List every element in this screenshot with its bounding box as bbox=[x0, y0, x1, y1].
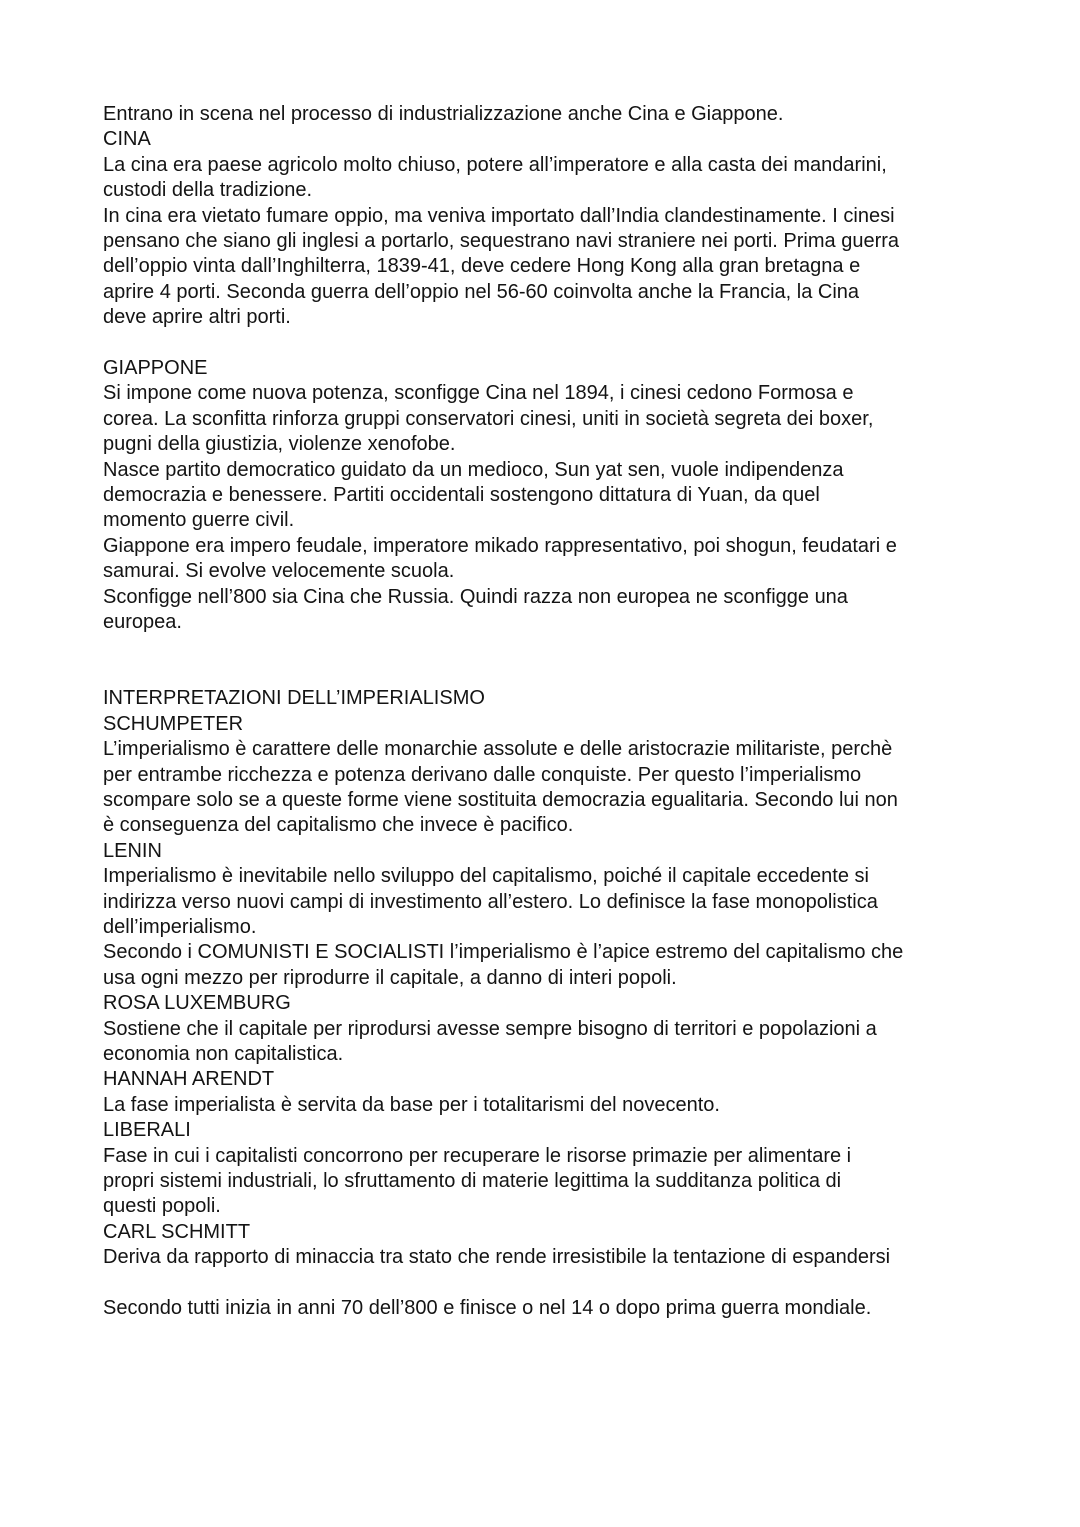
text-line: Giappone era impero feudale, imperatore mikado rappresentativo, poi shogun, feudatari e bbox=[103, 534, 897, 557]
blank-line bbox=[103, 636, 1003, 661]
text-line: è conseguenza del capitalismo che invece è pacifico. bbox=[103, 814, 574, 837]
text-line: ROSA LUXEMBURG bbox=[103, 992, 291, 1015]
text-line: HANNAH ARENDT bbox=[103, 1068, 275, 1091]
text-line: Sostiene che il capitale per riprodursi avesse sempre bisogno di territori e popolazioni a bbox=[103, 1017, 877, 1040]
blank-line bbox=[103, 661, 1003, 686]
text-line: SCHUMPETER bbox=[103, 712, 244, 735]
text-line: La fase imperialista è servita da base per i totalitarismi del novecento. bbox=[103, 1093, 720, 1116]
text-line: Nasce partito democratico guidato da un medioco, Sun yat sen, vuole indipendenza bbox=[103, 458, 844, 481]
text-line: Imperialismo è inevitabile nello sviluppo del capitalismo, poiché il capitale eccedente si bbox=[103, 865, 869, 888]
text-line: momento guerre civil. bbox=[103, 509, 295, 532]
text-line: deve aprire altri porti. bbox=[103, 306, 291, 329]
text-line: propri sistemi industriali, lo sfruttamento di materie legittima la sudditanza politica di bbox=[103, 1170, 842, 1193]
text-line: usa ogni mezzo per riprodurre il capitale, a danno di interi popoli. bbox=[103, 966, 677, 989]
text-line: Secondo tutti inizia in anni 70 dell’800 e finisce o nel 14 o dopo prima guerra mondiale. bbox=[103, 1297, 872, 1320]
document-body bbox=[103, 102, 1003, 1321]
text-line: dell’oppio vinta dall’Inghilterra, 1839-41, deve cedere Hong Kong alla gran bretagna e bbox=[103, 255, 861, 278]
text-line: CINA bbox=[103, 128, 151, 151]
text-line: Fase in cui i capitalisti concorrono per recuperare le risorse primazie per alimentare i bbox=[103, 1144, 852, 1167]
text-line: Deriva da rapporto di minaccia tra stato che rende irresistibile la tentazione di espandersi bbox=[103, 1246, 891, 1269]
text-line: Entrano in scena nel processo di industrializzazione anche Cina e Giappone. bbox=[103, 103, 784, 125]
text-line: Sconfigge nell’800 sia Cina che Russia. Quindi razza non europea ne sconfigge una bbox=[103, 585, 848, 608]
text-line: In cina era vietato fumare oppio, ma veniva importato dall’India clandestinamente. I cinesi bbox=[103, 204, 895, 227]
text-line: corea. La sconfitta rinforza gruppi conservatori cinesi, uniti in società segreta dei boxer, bbox=[103, 407, 874, 430]
text-line: indirizza verso nuovi campi di investimento all’estero. Lo definisce la fase monopolistica bbox=[103, 890, 878, 913]
text-line: La cina era paese agricolo molto chiuso, potere all’imperatore e alla casta dei mandarini, bbox=[103, 153, 887, 176]
document-page bbox=[103, 102, 1003, 1321]
text-line: L’imperialismo è carattere delle monarchie assolute e delle aristocrazie militariste, perchè bbox=[103, 738, 893, 761]
text-line: custodi della tradizione. bbox=[103, 179, 313, 202]
text-line: Secondo i COMUNISTI E SOCIALISTI l’imperialismo è l’apice estremo del capitalismo che bbox=[103, 941, 904, 964]
text-line: CARL SCHMITT bbox=[103, 1220, 251, 1243]
text-line: europea. bbox=[103, 611, 182, 634]
text-line: economia non capitalistica. bbox=[103, 1042, 344, 1065]
text-line: questi popoli. bbox=[103, 1195, 221, 1218]
text-line: LIBERALI bbox=[103, 1119, 191, 1142]
text-line: aprire 4 porti. Seconda guerra dell’oppio nel 56-60 coinvolta anche la Francia, la Cina bbox=[103, 280, 860, 303]
text-line: democrazia e benessere. Partiti occidentali sostengono dittatura di Yuan, da quel bbox=[103, 484, 820, 507]
text-line: pensano che siano gli inglesi a portarlo, sequestrano navi straniere nei porti. Prima guerra bbox=[103, 230, 900, 253]
blank-line bbox=[103, 331, 1003, 356]
blank-line bbox=[103, 1271, 1003, 1296]
text-line: per entrambe ricchezza e potenza derivano dalle conquiste. Per questo l’imperialismo bbox=[103, 763, 862, 786]
text-line: Si impone come nuova potenza, sconfigge Cina nel 1894, i cinesi cedono Formosa e bbox=[103, 382, 854, 405]
text-line: GIAPPONE bbox=[103, 357, 208, 380]
text-line: scompare solo se a queste forme viene sostituita democrazia egualitaria. Secondo lui non bbox=[103, 788, 898, 811]
text-line: dell’imperialismo. bbox=[103, 915, 257, 938]
text-line: pugni della giustizia, violenze xenofobe. bbox=[103, 433, 456, 456]
text-line: samurai. Si evolve velocemente scuola. bbox=[103, 560, 455, 583]
text-line: LENIN bbox=[103, 839, 162, 862]
text-line: INTERPRETAZIONI DELL’IMPERIALISMO bbox=[103, 687, 485, 710]
